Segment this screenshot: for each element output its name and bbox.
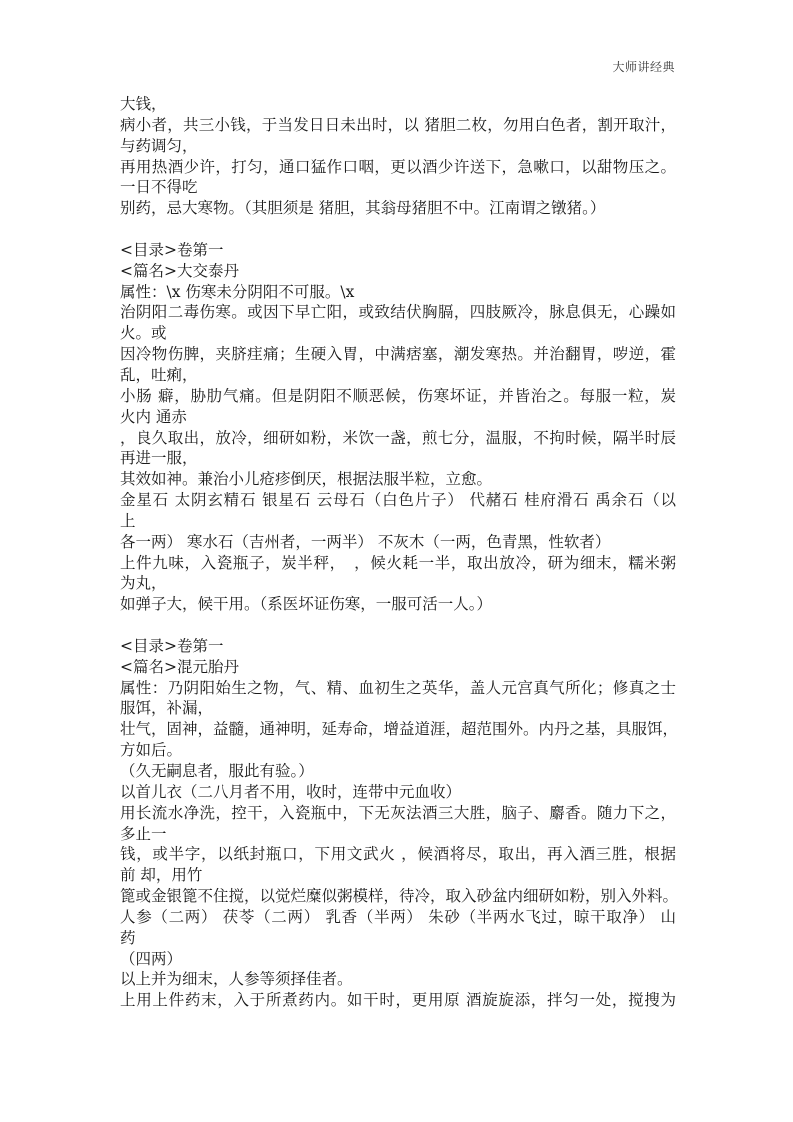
text-line: 以首儿衣（二八月者不用，收时，连带中元血收） — [120, 782, 462, 801]
text-line: 别药，忌大寒物。（其胆须是 猪胆，其翁母猪胆不中。江南谓之镦猪。） — [120, 199, 606, 218]
text-line: 属性：乃阴阳始生之物，气、精、血初生之英华，盖人元宫真气所化；修真之士 — [120, 678, 676, 697]
text-line: 再进一服， — [120, 449, 198, 468]
text-line: 一日不得吃 — [120, 178, 198, 197]
text-line: 方如后。 — [120, 741, 183, 760]
text-line: <目录>卷第一 — [120, 240, 224, 259]
text-line: 金星石 太阴玄精石 银星石 云母石（白色片子） 代赭石 桂府滑石 禹余石（以 — [120, 491, 676, 510]
text-line: 前 却，用竹 — [120, 866, 203, 885]
blank-line — [120, 219, 680, 240]
text-line: 治阴阳二毒伤寒。或因下早亡阳，或致结伏胸膈，四肢厥冷，脉息俱无，心躁如 — [120, 303, 676, 322]
text-line: 人参（二两） 茯苓（二两） 乳香（半两） 朱砂（半两水飞过，晾干取净） 山 — [120, 907, 676, 926]
text-line: <篇名>大交泰丹 — [120, 261, 239, 280]
text-line: 病小者，共三小钱，于当发日日未出时，以 猪胆二枚，勿用白色者，割开取汁， — [120, 115, 676, 134]
text-line: 其效如神。兼治小儿疮疹倒厌，根据法服半粒，立愈。 — [120, 470, 493, 489]
text-line: 再用热酒少许，打匀，通口猛作口咽，更以酒少许送下，急嗽口，以甜物压之。 — [120, 157, 676, 176]
text-line: （久无嗣息者，服此有验。） — [120, 762, 314, 780]
text-line: 钱，或半字，以纸封瓶口，下用文武火 ，候酒将尽，取出，再入酒三胜，根据 — [120, 845, 676, 864]
text-line: （四两） — [120, 949, 183, 968]
document-body — [120, 94, 680, 1011]
text-line: 火内 通赤 — [120, 407, 187, 426]
text-line: 因冷物伤脾，夹脐疰痛；生硬入胃，中满痞塞，潮发寒热。并治翻胃，哕逆，霍 — [120, 345, 676, 364]
text-line: 多止一 — [120, 824, 167, 843]
text-line: 大钱， — [120, 95, 167, 113]
text-line: 服饵，补漏， — [120, 699, 214, 718]
text-line: <篇名>混元胎丹 — [120, 657, 239, 676]
blank-line — [120, 615, 680, 636]
text-line: 药 — [120, 928, 136, 947]
text-line: 属性：\x 伤寒未分阴阳不可服。\x — [120, 282, 355, 301]
text-line: 上用上件药末，入于所煮药内。如干时，更用原 酒旋旋添，拌匀一处，搅搜为 — [120, 991, 676, 1010]
text-line: 火。或 — [120, 324, 167, 343]
text-line: 小肠 癖，胁肋气痛。但是阴阳不顺恶候，伤寒坏证，并皆治之。每服一粒，炭 — [120, 386, 676, 405]
text-line: 篦或金银篦不住搅，以觉烂糜似粥模样，待冷，取入砂盆内细研如粉，别入外料。 — [120, 887, 679, 906]
text-line: 为丸， — [120, 574, 167, 593]
text-line: 以上并为细末，人参等须择佳者。 — [120, 970, 353, 989]
text-line: 上件九味，入瓷瓶子，炭半秤， ，候火耗一半，取出放冷，研为细末，糯米粥 — [120, 553, 676, 572]
text-line: 乱，吐痢， — [120, 365, 198, 384]
page-header-title: 大师讲经典 — [612, 60, 675, 74]
text-line: 壮气，固神，益髓，通神明，延寿命，增益道涯，超范围外。内丹之基，具服饵， — [120, 720, 679, 739]
text-line: ，良久取出，放冷，细研如粉，米饮一盏，煎七分，温服，不拘时候，隔半时辰 — [120, 428, 676, 447]
text-line: 用长流水净洗，控干，入瓷瓶中，下无灰法酒三大胜，脑子、麝香。随力下之， — [120, 803, 676, 822]
text-line: 如弹子大，候干用。（系医坏证伤寒，一服可活一人。） — [120, 595, 493, 614]
text-line: <目录>卷第一 — [120, 636, 224, 655]
text-line: 上 — [120, 511, 136, 530]
text-line: 与药调匀， — [120, 136, 198, 155]
text-line: 各一两） 寒水石（吉州者，一两半） 不灰木（一两，色青黑，性软者） — [120, 532, 611, 551]
